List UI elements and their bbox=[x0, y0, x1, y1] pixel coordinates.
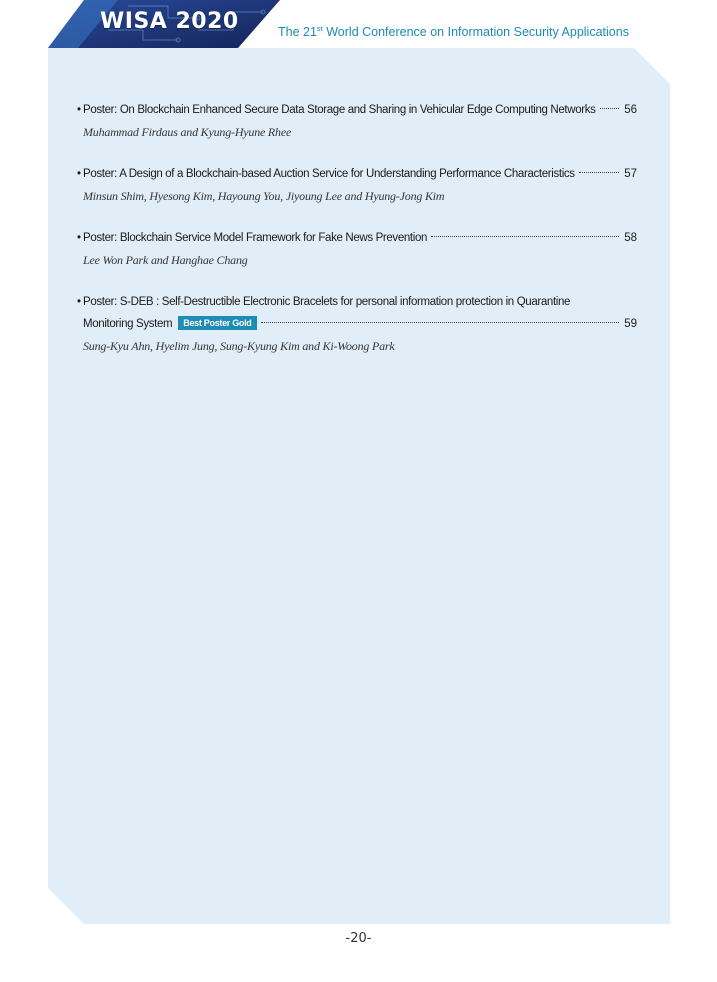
page-number: 59 bbox=[624, 318, 637, 330]
page-number: 58 bbox=[624, 232, 637, 244]
award-badge: Best Poster Gold bbox=[178, 316, 256, 330]
bullet: • bbox=[77, 168, 81, 180]
toc-entry[interactable] bbox=[77, 99, 637, 143]
dot-leader bbox=[431, 236, 619, 237]
conference-ordinal: st bbox=[316, 24, 323, 33]
page-number: 56 bbox=[624, 104, 637, 116]
toc-entry[interactable] bbox=[77, 227, 637, 271]
toc-title-line bbox=[77, 163, 637, 185]
toc-title-line bbox=[77, 99, 637, 121]
logo-text: WISA 2020 bbox=[100, 9, 239, 34]
dot-leader bbox=[579, 172, 619, 173]
toc-entry[interactable] bbox=[77, 163, 637, 207]
dot-leader bbox=[600, 108, 619, 109]
toc-title-line2: Monitoring System bbox=[83, 318, 173, 330]
toc-authors: Minsun Shim, Hyesong Kim, Hayoung You, Jiyoung Lee and Hyung-Jong Kim bbox=[83, 189, 445, 203]
conference-title bbox=[278, 24, 629, 39]
conference-prefix: The 21 bbox=[278, 25, 317, 39]
toc-entry[interactable] bbox=[77, 291, 637, 357]
toc-authors: Muhammad Firdaus and Kyung-Hyune Rhee bbox=[83, 125, 292, 139]
toc-title-line bbox=[77, 291, 637, 313]
conference-suffix: World Conference on Information Security Applications bbox=[322, 25, 629, 39]
bullet: • bbox=[77, 296, 81, 308]
toc-authors: Lee Won Park and Hanghae Chang bbox=[83, 253, 248, 267]
page-header bbox=[0, 0, 717, 50]
toc-title: Poster: A Design of a Blockchain-based Auction Service for Understanding Performance Characteristics bbox=[83, 168, 575, 180]
toc-title: Poster: Blockchain Service Model Framework for Fake News Prevention bbox=[83, 232, 428, 244]
bullet: • bbox=[77, 104, 81, 116]
page-footer-number: -20- bbox=[345, 931, 372, 946]
bullet: • bbox=[77, 232, 81, 244]
toc-title-line bbox=[77, 227, 637, 249]
toc-title: Poster: On Blockchain Enhanced Secure Data Storage and Sharing in Vehicular Edge Computing Networks bbox=[83, 104, 596, 116]
toc-title-line1: Poster: S-DEB : Self-Destructible Electronic Bracelets for personal information protection in Quarantine bbox=[83, 296, 571, 308]
dot-leader bbox=[261, 322, 620, 323]
toc-authors: Sung-Kyu Ahn, Hyelim Jung, Sung-Kyung Kim and Ki-Woong Park bbox=[83, 339, 395, 353]
toc-title-line bbox=[77, 313, 637, 335]
page-number: 57 bbox=[624, 168, 637, 180]
